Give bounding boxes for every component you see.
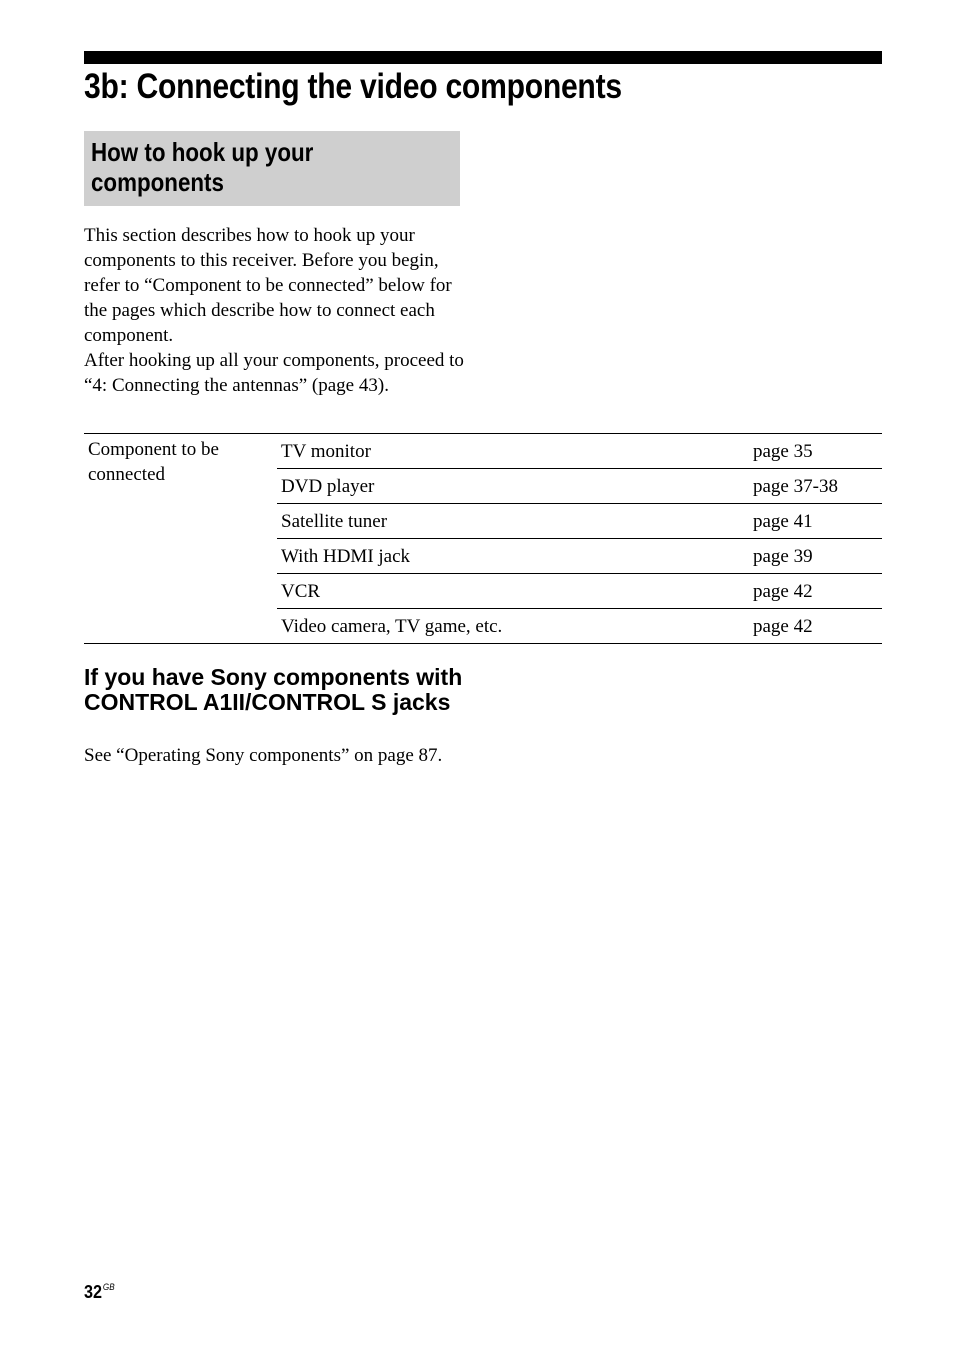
component-name: Video camera, TV game, etc.: [277, 609, 753, 644]
sony-section-heading: If you have Sony components with CONTROL A1II/CONTROL S jacks: [84, 664, 463, 715]
component-page: page 42: [753, 609, 882, 644]
component-page: page 42: [753, 574, 882, 609]
section-heading-line-1: How to hook up your: [91, 137, 314, 167]
component-name: With HDMI jack: [277, 539, 753, 574]
title-rule: [84, 51, 882, 64]
table-header-cell: Component to be connected: [84, 434, 277, 644]
section-heading-line-2: components: [91, 167, 224, 197]
component-page: page 39: [753, 539, 882, 574]
section-heading-box: [84, 131, 460, 206]
intro-paragraph-2: After hooking up all your components, proceed to “4: Connecting the antennas” (page 43).: [84, 350, 464, 396]
component-page: page 35: [753, 434, 882, 469]
page-title: 3b: Connecting the video components: [84, 67, 622, 106]
table-row: [84, 434, 882, 469]
component-name: TV monitor: [277, 434, 753, 469]
component-table: [84, 433, 882, 644]
sony-section-text: See “Operating Sony components” on page 87.: [84, 745, 443, 766]
component-name: VCR: [277, 574, 753, 609]
region-code: GB: [102, 1282, 115, 1292]
intro-text: [84, 223, 464, 398]
section-heading: [91, 137, 402, 197]
page-number-value: 32: [84, 1282, 103, 1302]
component-name: Satellite tuner: [277, 504, 753, 539]
component-page: page 37-38: [753, 469, 882, 504]
intro-paragraph-1: This section describes how to hook up your components to this receiver. Before you begin, refer to “Component to be connected” below for the pages which describe how to connect each component.: [84, 225, 452, 346]
page-number: [84, 1282, 115, 1303]
component-name: DVD player: [277, 469, 753, 504]
component-page: page 41: [753, 504, 882, 539]
